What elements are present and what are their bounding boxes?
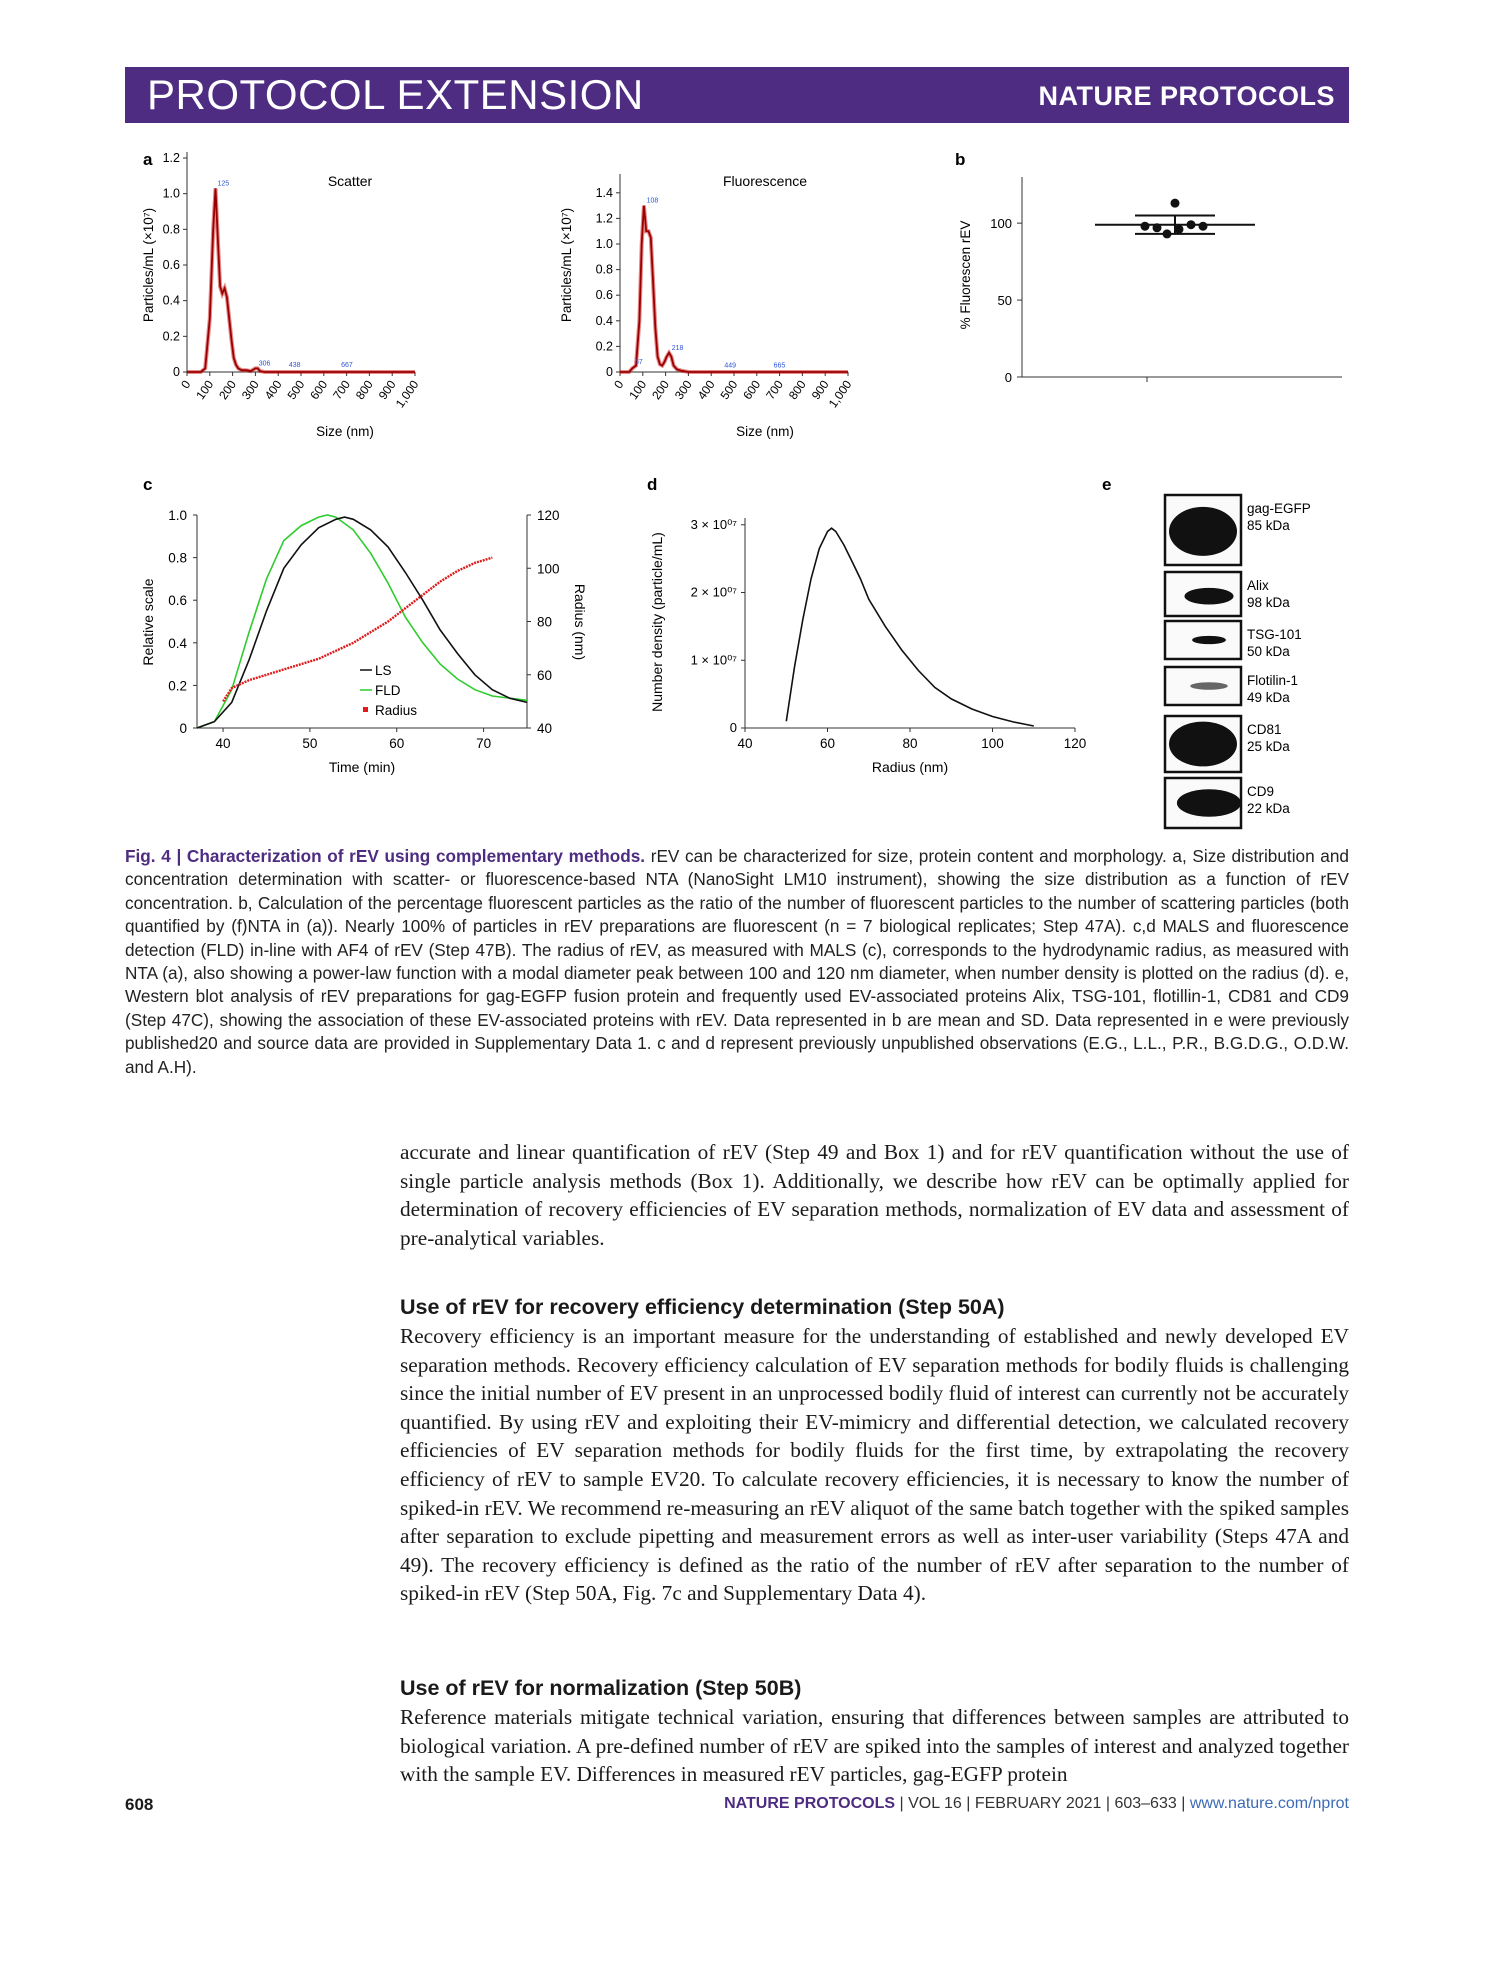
- y2-axis-label: Radius (nm): [572, 583, 588, 661]
- figure-caption: [125, 845, 1349, 1079]
- x-tick-label: 120: [1063, 736, 1087, 751]
- footer-journal: NATURE PROTOCOLS: [724, 1795, 896, 1812]
- y2-tick-label: 60: [537, 667, 553, 683]
- x-axis-label: Radius (nm): [871, 759, 949, 775]
- chart-d: [649, 517, 1086, 775]
- blot-protein: Flotilin-1: [1247, 673, 1299, 688]
- x-tick-label: 70: [476, 736, 492, 751]
- y-tick-label: 0.8: [168, 550, 187, 566]
- blot-protein: CD81: [1247, 722, 1282, 737]
- y-tick-label: 3 × 10⁰⁷: [690, 516, 737, 532]
- x-tick-label: 1,000: [392, 377, 422, 411]
- y-tick-label: 1.2: [162, 151, 180, 165]
- footer-issue: | VOL 16 | FEBRUARY 2021 | 603–633 |: [899, 1795, 1186, 1812]
- peak-label: 449: [724, 362, 737, 370]
- peak-label: 125: [217, 180, 230, 188]
- y-tick-label: 0: [1004, 370, 1012, 385]
- x-tick-label: 60: [819, 736, 836, 751]
- x-tick-label: 300: [238, 377, 262, 403]
- x-tick-label: 200: [216, 377, 240, 403]
- data-point: [1175, 225, 1184, 234]
- x-axis-label: Time (min): [328, 759, 396, 775]
- y-tick-label: 1.2: [595, 211, 613, 226]
- x-tick-label: 100: [626, 377, 650, 403]
- series-band: [187, 188, 415, 372]
- y-tick-label: 0: [729, 720, 737, 735]
- y-tick-label: 1.0: [595, 237, 613, 251]
- western-blots: [1165, 495, 1311, 828]
- y-tick-label: 0.6: [595, 288, 613, 303]
- y-axis-label: Number density (particle/mL): [649, 532, 665, 712]
- x-tick-label: 500: [284, 377, 308, 403]
- footer-citation: [724, 1795, 1349, 1813]
- x-axis-label: Size (nm): [736, 424, 794, 439]
- y-tick-label: 2 × 10⁰⁷: [690, 584, 737, 600]
- chart-b: [958, 177, 1342, 385]
- y-tick-label: 0: [179, 721, 187, 736]
- blot-band: [1190, 682, 1228, 690]
- y-tick-label: 1 × 10⁰⁷: [690, 652, 737, 668]
- x-tick-label: 0: [611, 377, 627, 392]
- footer-url-link[interactable]: www.nature.com/nprot: [1189, 1795, 1349, 1812]
- x-tick-label: 700: [763, 377, 787, 403]
- section-heading-normalization: Use of rEV for normalization (Step 50B): [400, 1676, 802, 1700]
- chart-c: [140, 508, 588, 775]
- y2-tick-label: 80: [537, 614, 553, 630]
- series-ls: [197, 517, 527, 728]
- legend-fld: FLD: [375, 683, 401, 698]
- y-tick-label: 0.4: [168, 635, 187, 651]
- panel-label-e: e: [1102, 475, 1112, 494]
- blot-size: 50 kDa: [1247, 644, 1290, 659]
- header-banner: [125, 67, 1349, 123]
- paragraph-1: accurate and linear quantification of rEV (Step 49 and Box 1) and for rEV quantification without the use of single particle analysis methods (Box 1). Additionally, we describe how rEV can be optimally applied for determination of recovery efficiencies of EV separation methods, normalization of EV data and assessment of pre-analytical variables.: [400, 1140, 1349, 1250]
- caption-head: Fig. 4 | Characterization of rEV using complementary methods.: [125, 846, 646, 866]
- section-title: PROTOCOL EXTENSION: [147, 71, 644, 118]
- data-point: [1171, 199, 1180, 208]
- y-tick-label: 0.8: [595, 262, 613, 277]
- y-tick-label: 0.2: [595, 339, 613, 354]
- x-tick-label: 200: [649, 377, 673, 403]
- blot-size: 85 kDa: [1247, 518, 1290, 533]
- peak-label: 218: [671, 344, 684, 352]
- y-tick-label: 0.6: [162, 258, 180, 272]
- x-tick-label: 40: [737, 736, 753, 751]
- y-tick-label: 0.2: [162, 329, 180, 344]
- caption-text: rEV can be characterized for size, protein content and morphology. a, Size distribution and concentration determination with scatter- or fluorescence-based NTA (NanoSight LM10 instrument), showing the size distribution as a function of rEV concentration. b, Calculation of the percentage fluorescent particles as the ratio of the number of fluorescent particles to the number of scattering particles (both quantified by (f)NTA in (a)). Nearly 100% of particles in rEV preparations are fluorescent (n = 7 biological replicates; Step 47A). c,d MALS and fluorescence detection (FLD) in-line with AF4 of rEV (Step 47B). The radius of rEV, as measured with MALS (c), corresponds to the hydrodynamic radius, as measured with NTA (a), also showing a power-law function with a modal diameter peak between 100 and 120 nm diameter, when number density is plotted on the radius (d). e, Western blot analysis of rEV preparations for gag-EGFP fusion protein and frequently used EV-associated proteins Alix, TSG-101, flotillin-1, CD81 and CD9 (Step 47C), showing the association of these EV-associated proteins with rEV. Data represented in b are mean and SD. Data represented in e were previously published20 and source data are provided in Supplementary Data 1. c and d represent previously unpublished observations (E.G., L.L., P.R., B.G.D.G., O.D.W. and A.H).: [125, 846, 1349, 1077]
- x-tick-label: 800: [352, 377, 376, 403]
- peak-label: 438: [288, 362, 301, 370]
- y-tick-label: 0.8: [162, 222, 180, 237]
- blot-size: 22 kDa: [1247, 801, 1290, 816]
- y-tick-label: 0.4: [595, 313, 613, 328]
- blot-band: [1169, 722, 1237, 767]
- y-tick-label: 1.0: [168, 508, 187, 523]
- peak-label: 306: [258, 360, 271, 368]
- x-tick-label: 400: [694, 377, 718, 403]
- y-axis-label: Relative scale: [140, 578, 156, 666]
- x-tick-label: 900: [375, 377, 399, 403]
- peak-label: 665: [773, 362, 786, 370]
- y2-tick-label: 120: [537, 508, 560, 523]
- blot-size: 49 kDa: [1247, 690, 1290, 705]
- x-tick-label: 0: [178, 377, 194, 392]
- blot-protein: gag-EGFP: [1247, 501, 1311, 516]
- series-fld: [197, 515, 527, 728]
- data-point: [1187, 220, 1196, 229]
- x-tick-label: 700: [330, 377, 354, 403]
- peak-label: 667: [341, 362, 353, 370]
- series-line: [786, 528, 1034, 726]
- y-axis-label: % Fluorescen rEV: [958, 220, 973, 330]
- x-tick-label: 400: [261, 377, 285, 403]
- data-point: [1153, 223, 1162, 232]
- x-tick-label: 100: [981, 736, 1004, 751]
- panel-label-d: d: [647, 475, 658, 494]
- x-tick-label: 80: [902, 736, 918, 751]
- x-tick-label: 600: [307, 377, 331, 403]
- x-tick-label: 300: [671, 377, 695, 403]
- y-tick-label: 1.0: [162, 186, 180, 201]
- x-axis-label: Size (nm): [316, 424, 374, 439]
- blot-band: [1192, 636, 1226, 644]
- y-tick-label: 50: [997, 293, 1012, 309]
- y-tick-label: 0.2: [168, 678, 187, 694]
- series-line: [620, 206, 848, 372]
- legend-ls: LS: [375, 663, 392, 678]
- y-tick-label: 1.4: [595, 185, 613, 200]
- y-tick-label: 0: [173, 365, 180, 379]
- y2-tick-label: 40: [537, 721, 553, 736]
- x-tick-label: 40: [215, 736, 231, 751]
- figure-4: [125, 140, 1355, 840]
- x-tick-label: 60: [389, 736, 405, 751]
- panel-label-c: c: [143, 475, 153, 494]
- panel-label-a: a: [143, 150, 153, 169]
- blot-protein: TSG-101: [1247, 627, 1302, 642]
- chart-a-scatter: [141, 151, 422, 439]
- blot-band: [1185, 588, 1234, 605]
- paragraph-2: Recovery efficiency is an important measure for the understanding of established and newly developed EV separation methods. Recovery efficiency calculation of EV separation methods for bodily fluids is challenging since the initial number of EV present in an unprocessed bodily fluid of interest can currently not be accurately quantified. By using rEV and exploiting their EV-mimicry and differential detection, we calculated recovery efficiencies of EV separation methods for bodily fluids for the first time, by extrapolating the recovery efficiency of rEV to sample EV20. To calculate recovery efficiencies, it is necessary to know the number of spiked-in rEV. We recommend re-measuring an rEV aliquot of the same batch together with the spiked samples after separation to exclude pipetting and measurement errors as well as inter-user variability (Steps 47A and 49). The recovery efficiency is defined as the ratio of the number of rEV after separation to the number of spiked-in rEV (Step 50A, Fig. 7c and Supplementary Data 4).: [400, 1324, 1349, 1606]
- y2-tick-label: 100: [537, 561, 560, 577]
- peak-label: 108: [646, 197, 659, 205]
- x-tick-label: 100: [193, 377, 217, 403]
- blot-band: [1169, 507, 1237, 556]
- blot-band: [1177, 789, 1241, 817]
- blot-protein: Alix: [1247, 578, 1269, 593]
- y-axis-label: Particles/mL (×10⁷): [141, 207, 156, 323]
- peak-label: 57: [634, 358, 643, 366]
- journal-title: NATURE PROTOCOLS: [1038, 81, 1335, 111]
- y-tick-label: 100: [990, 216, 1012, 232]
- x-tick-label: 500: [717, 377, 741, 403]
- x-tick-label: 600: [740, 377, 764, 403]
- y-tick-label: 0.4: [162, 293, 180, 308]
- y-tick-label: 0: [606, 365, 613, 379]
- blot-size: 25 kDa: [1247, 739, 1290, 754]
- blot-size: 98 kDa: [1247, 595, 1290, 610]
- figure-svg: [125, 140, 1355, 840]
- chart-a-fluorescence: [559, 173, 855, 439]
- y-axis-label: Particles/mL (×10⁷): [559, 207, 574, 323]
- legend-radius: Radius: [375, 703, 418, 718]
- section-heading-recovery: Use of rEV for recovery efficiency determination (Step 50A): [400, 1295, 1005, 1319]
- page-number: 608: [125, 1795, 154, 1814]
- x-tick-label: 50: [302, 736, 318, 751]
- data-point: [1141, 222, 1150, 231]
- x-tick-label: 1,000: [825, 377, 855, 411]
- legend-radius-swatch: [363, 707, 368, 712]
- y-tick-label: 0.6: [168, 593, 187, 609]
- series-radius: [223, 558, 492, 702]
- paragraph-3: Reference materials mitigate technical variation, ensuring that differences between samples are attributed to biological variation. A pre-defined number of rEV are spiked into the samples of interest and analyzed together with the sample EV. Differences in measured rEV particles, gag-EGFP protein: [400, 1705, 1349, 1787]
- data-point: [1163, 229, 1172, 238]
- chart-title: Scatter: [327, 173, 373, 189]
- data-point: [1199, 222, 1208, 231]
- panel-label-b: b: [955, 150, 966, 169]
- x-tick-label: 900: [808, 377, 832, 403]
- x-tick-label: 800: [785, 377, 809, 403]
- chart-title: Fluorescence: [722, 173, 808, 189]
- blot-protein: CD9: [1247, 784, 1275, 799]
